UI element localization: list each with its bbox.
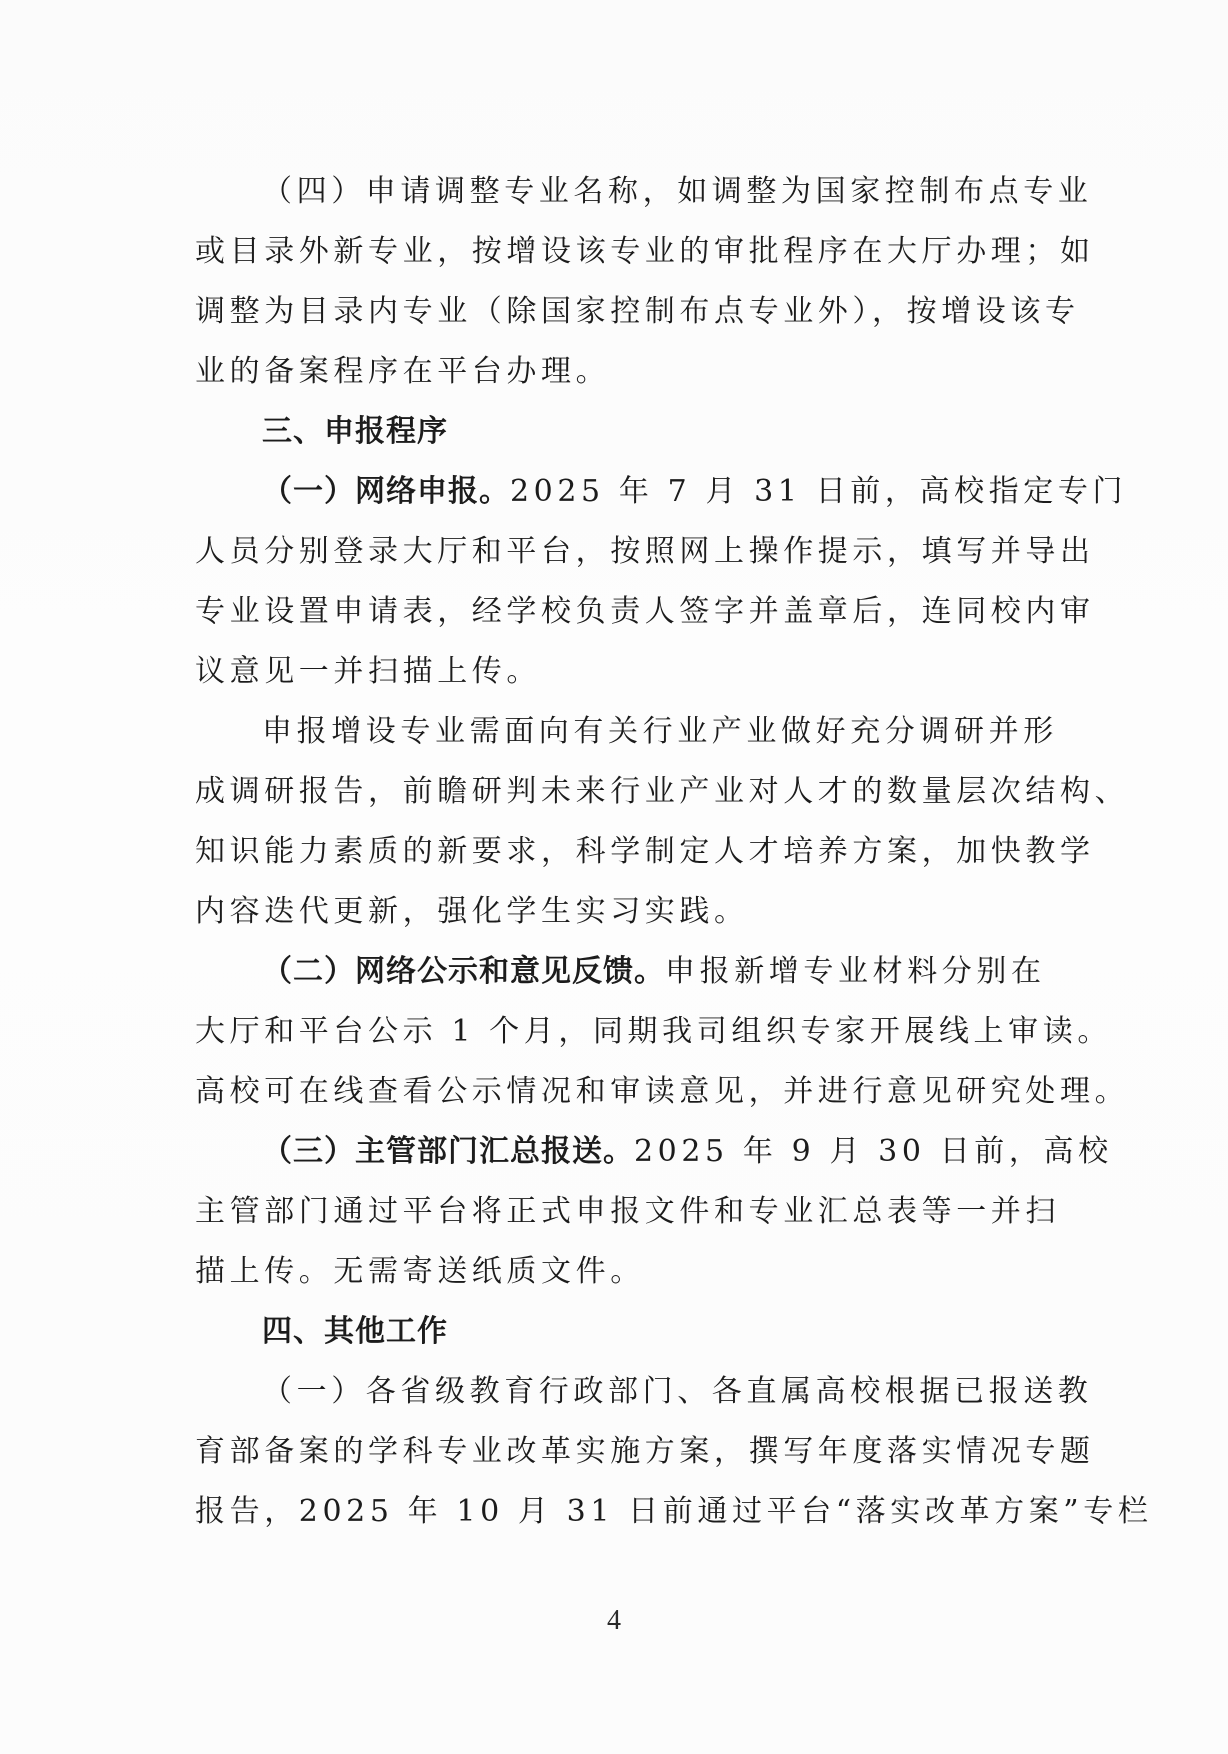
paragraph-line: 调整为目录内专业（除国家控制布点专业外），按增设该专 (195, 294, 1080, 329)
section-heading: 四、其他工作 (262, 1314, 448, 1349)
paragraph-text: 2025 年 7 月 31 日前，高校指定专门 (510, 474, 1128, 509)
subsection-title: （二）网络公示和意见反馈。 (262, 954, 665, 989)
paragraph-line: 专业设置申请表，经学校负责人签字并盖章后，连同校内审 (195, 594, 1095, 629)
paragraph-line: 描上传。无需寄送纸质文件。 (195, 1254, 645, 1289)
paragraph-line: 内容迭代更新，强化学生实习实践。 (195, 894, 749, 929)
paragraph-line: 报告，2025 年 10 月 31 日前通过平台“落实改革方案”专栏 (195, 1494, 1153, 1529)
paragraph-line: 育部备案的学科专业改革实施方案，撰写年度落实情况专题 (195, 1434, 1095, 1469)
paragraph-line: 申报增设专业需面向有关行业产业做好充分调研并形 (262, 714, 1058, 749)
page-number: 4 (607, 1605, 621, 1636)
paragraph-text: 申报新增专业材料分别在 (665, 954, 1046, 989)
paragraph-line: 主管部门通过平台将正式申报文件和专业汇总表等一并扫 (195, 1194, 1060, 1229)
paragraph-line: 人员分别登录大厅和平台，按照网上操作提示，填写并导出 (195, 534, 1095, 569)
paragraph-line: 或目录外新专业，按增设该专业的审批程序在大厅办理；如 (195, 234, 1095, 269)
paragraph-line: （一）各省级教育行政部门、各直属高校根据已报送教 (262, 1374, 1093, 1409)
subsection-title: （三）主管部门汇总报送。 (262, 1134, 634, 1169)
paragraph-text: 2025 年 9 月 30 日前，高校 (634, 1134, 1113, 1169)
paragraph-line: 业的备案程序在平台办理。 (195, 354, 611, 389)
paragraph-line: 成调研报告，前瞻研判未来行业产业对人才的数量层次结构、 (195, 774, 1130, 809)
paragraph-line: 大厅和平台公示 1 个月，同期我司组织专家开展线上审读。 (195, 1014, 1112, 1049)
paragraph-line (262, 1132, 1113, 1172)
subsection-title: （一）网络申报。 (262, 474, 510, 509)
paragraph-line: 高校可在线查看公示情况和审读意见，并进行意见研究处理。 (195, 1074, 1130, 1109)
paragraph-line (262, 472, 1128, 512)
paragraph-line: 知识能力素质的新要求，科学制定人才培养方案，加快教学 (195, 834, 1095, 869)
section-heading: 三、申报程序 (262, 414, 448, 449)
paragraph-line: （四）申请调整专业名称，如调整为国家控制布点专业 (262, 174, 1093, 209)
paragraph-line: 议意见一并扫描上传。 (195, 654, 541, 689)
paragraph-line (262, 952, 1065, 992)
